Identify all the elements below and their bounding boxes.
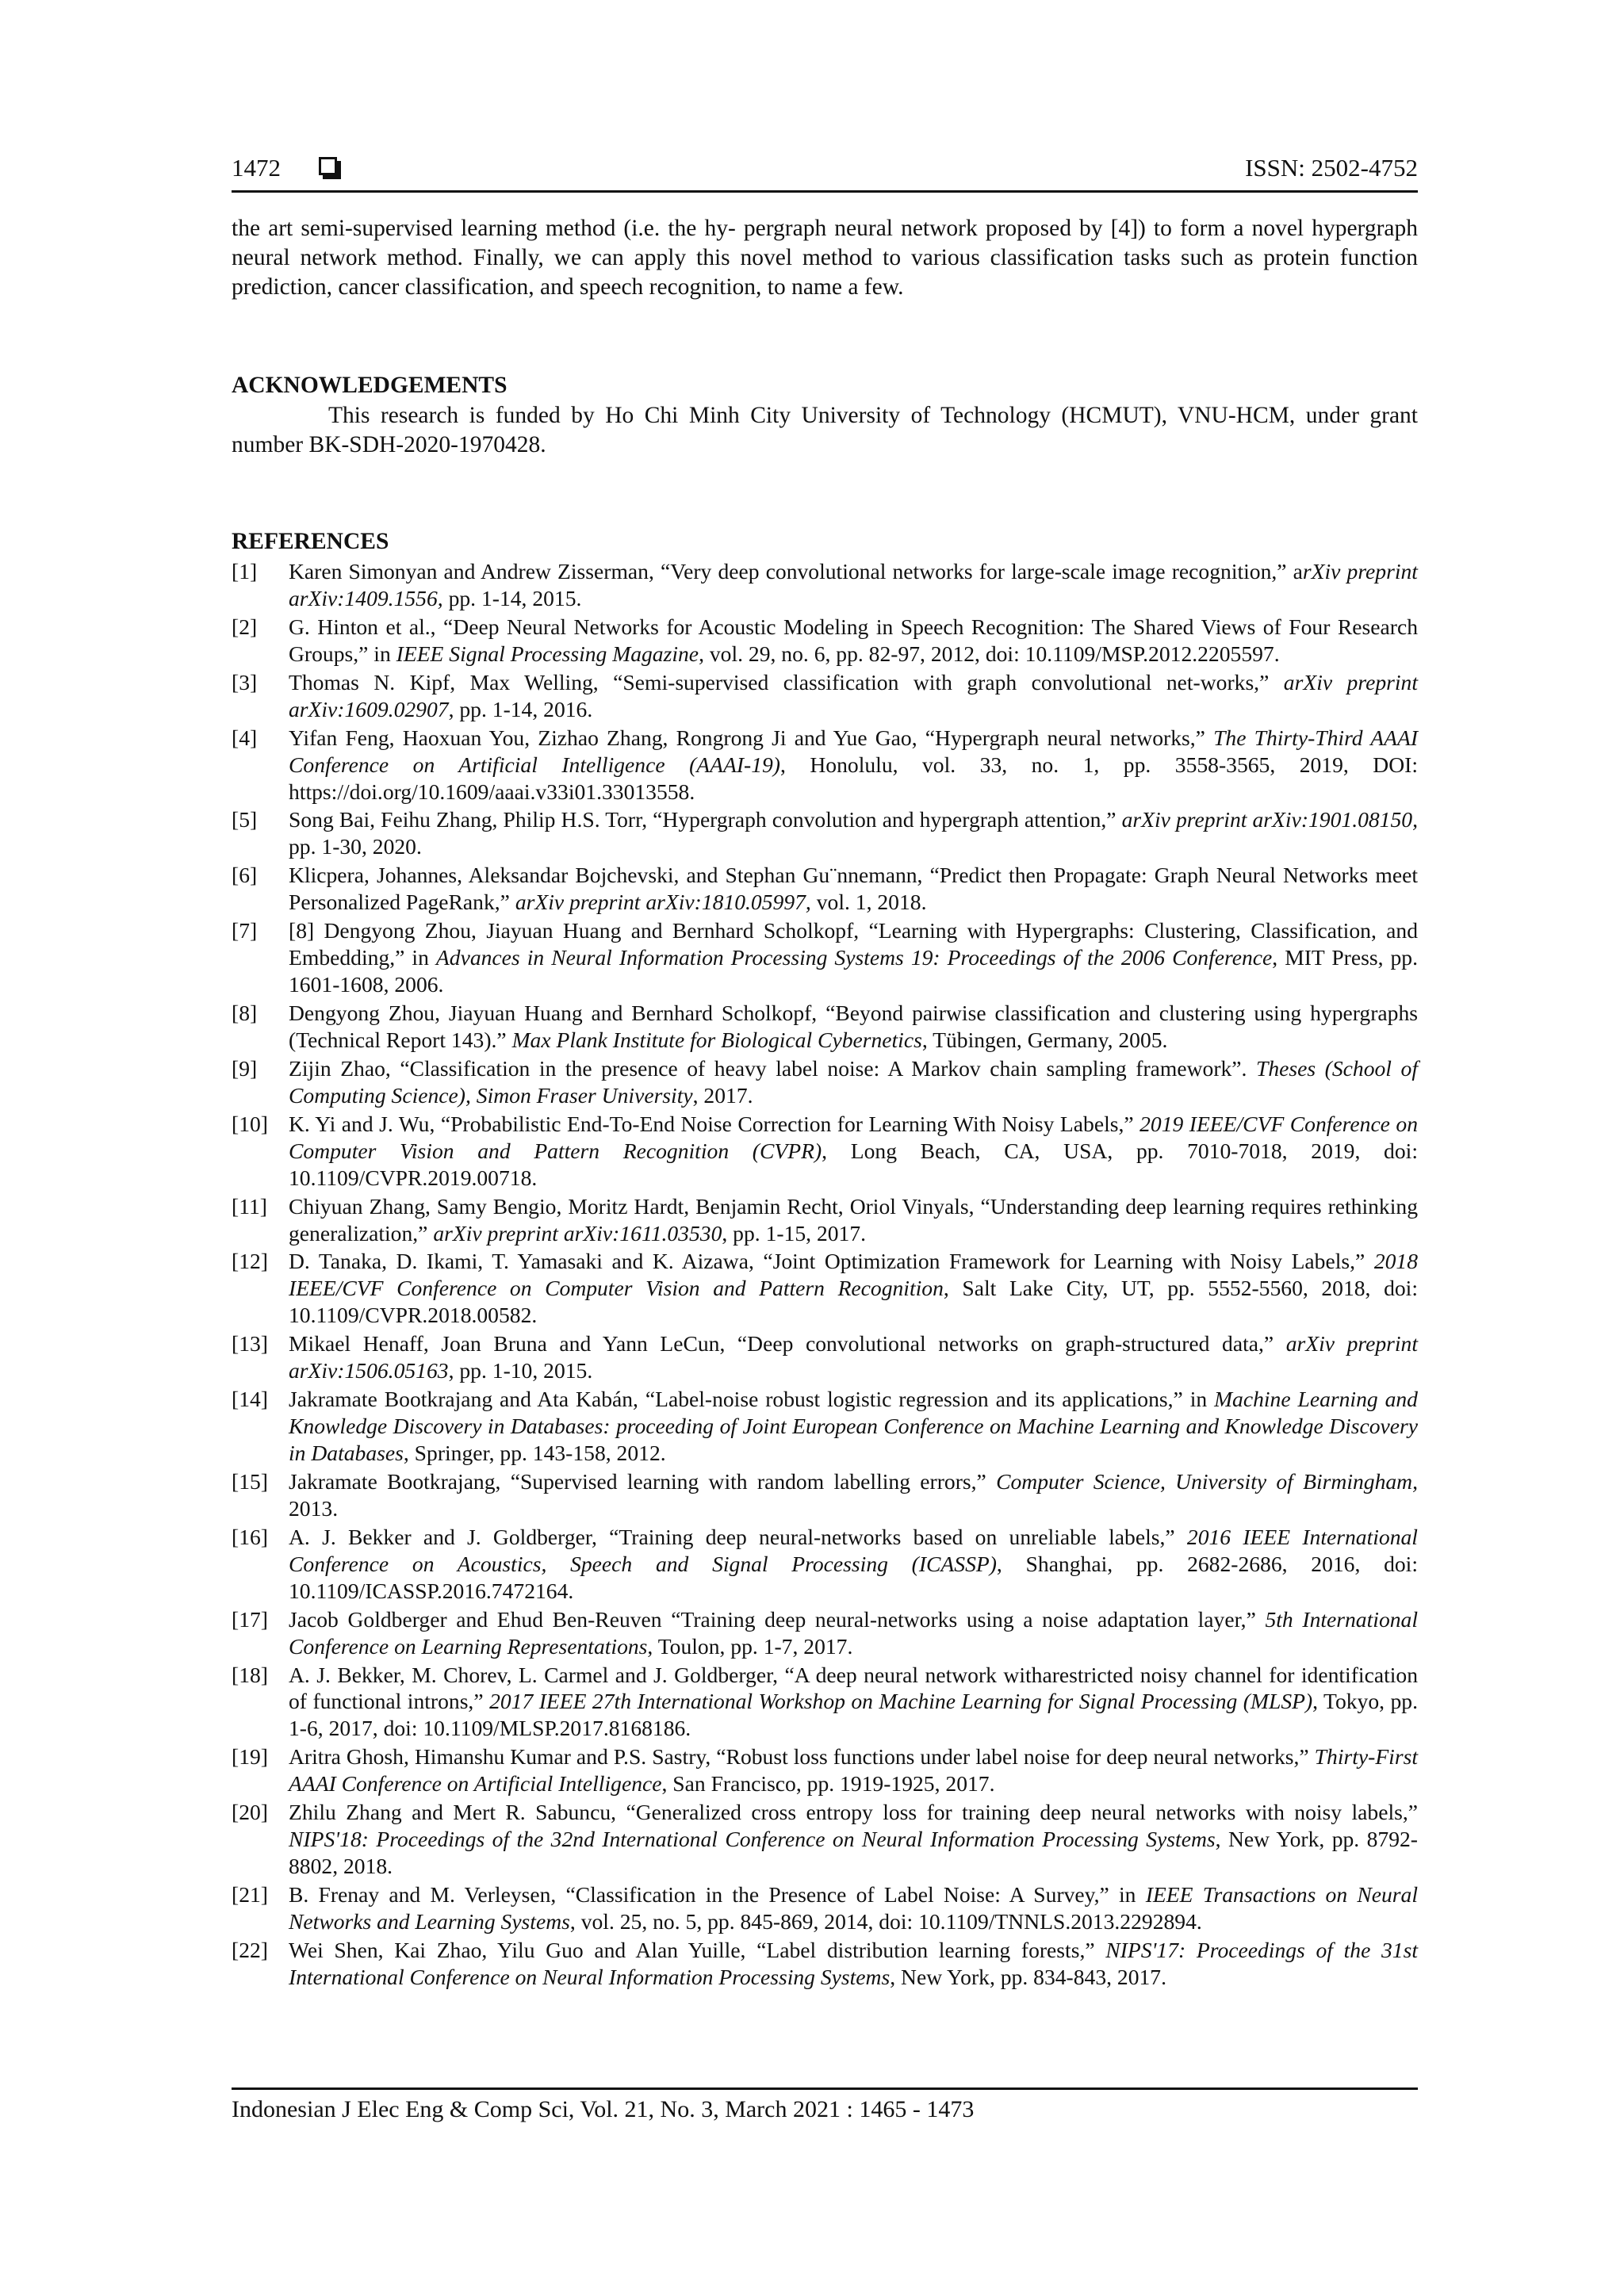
reference-details: vol. 1, 2018. <box>810 890 927 915</box>
journal-footer: Indonesian J Elec Eng & Comp Sci, Vol. 21, No. 3, March 2021 : 1465 - 1473 <box>232 2096 975 2122</box>
reference-source: Advances in Neural Information Processing Systems 19: Proceedings of the 2006 Conference <box>435 945 1273 970</box>
reference-number: [2] <box>232 614 258 639</box>
reference-text: B. Frenay and M. Verleysen, “Classification in the Presence of Label Noise: A Survey,” in <box>289 1882 1146 1907</box>
acknowledgements-text: This research is funded by Ho Chi Minh City University of Technology (HCMUT), VNU-HCM, under grant number BK-SDH-2020-1970428. <box>232 403 1418 458</box>
reference-source: NIPS'17: Proceedings of the 31st International Conference on Neural Information Processing Systems <box>289 1937 1418 1989</box>
checkbox-square-icon <box>319 157 337 175</box>
reference-source: Max Plank Institute for Biological Cybernetics <box>511 1027 922 1052</box>
reference-text: Dengyong Zhou, Jiayuan Huang and Bernhard Scholkopf, “Beyond pairwise classification and clustering using hypergraphs (Technical Report 143).” <box>289 1001 1418 1052</box>
reference-text: Jacob Goldberger and Ehud Ben-Reuven “Training deep neural-networks using a noise adaptation layer,” <box>289 1606 1266 1632</box>
reference-source: arXiv preprint arXiv:1810.05997, <box>515 890 811 915</box>
reference-source: 5th International Conference on Learning Representations <box>289 1606 1418 1659</box>
reference-item <box>232 862 1418 916</box>
reference-number: [7] <box>232 918 258 943</box>
reference-item <box>232 1000 1418 1054</box>
reference-item <box>232 1330 1418 1384</box>
reference-number: [15] <box>232 1468 268 1494</box>
reference-number: [8] <box>232 1001 258 1025</box>
reference-details: , Springer, pp. 143-158, 2012. <box>403 1441 666 1465</box>
header-divider <box>232 190 1418 193</box>
reference-source: 2016 IEEE International Conference on Acoustics, Speech and Signal Processing (ICASSP) <box>289 1524 1418 1576</box>
reference-text: Zhilu Zhang and Mert R. Sabuncu, “Generalized cross entropy loss for training deep neural networks with noisy labels,” <box>289 1800 1418 1825</box>
reference-details: , Tübingen, Germany, 2005. <box>921 1027 1168 1052</box>
reference-source: arXiv preprint arXiv:1901.08150, <box>1121 807 1418 832</box>
reference-item <box>232 1743 1418 1797</box>
reference-item <box>232 1193 1418 1247</box>
reference-source: arXiv preprint arXiv:1609.02907 <box>289 669 1418 721</box>
acknowledgements-heading: ACKNOWLEDGEMENTS <box>232 373 508 398</box>
reference-number: [16] <box>232 1524 268 1549</box>
reference-item <box>232 1881 1418 1935</box>
reference-details: , vol. 29, no. 6, pp. 82-97, 2012, doi: 10.1109/MSP.2012.2205597. <box>699 641 1280 666</box>
reference-text: A. J. Bekker and J. Goldberger, “Training deep neural-networks based on unreliable labels,” <box>289 1524 1187 1549</box>
reference-text: Aritra Ghosh, Himanshu Kumar and P.S. Sastry, “Robust loss functions under label noise for deep neural networks,” <box>289 1744 1315 1770</box>
reference-source: NIPS'18: Proceedings of the 32nd International Conference on Neural Information Processing Systems <box>289 1827 1216 1852</box>
reference-source: arXiv preprint arXiv:1506.05163 <box>289 1331 1418 1383</box>
reference-details: , Tokyo, pp. 1-6, 2017, doi: 10.1109/MLSP.2017.8168186. <box>289 1689 1419 1741</box>
reference-number: [4] <box>232 725 258 750</box>
intro-paragraph: the art semi-supervised learning method (i.e. the hy- pergraph neural network proposed by [4]) to form a novel hypergraph neural network method. Finally, we can apply this novel method to various classification tasks such as protein function prediction, cancer classification, and speech recognition, to name a few. <box>232 216 1418 300</box>
reference-source: arXiv preprint arXiv:1611.03530 <box>433 1220 722 1246</box>
reference-number: [12] <box>232 1249 268 1274</box>
reference-number: [21] <box>232 1882 268 1907</box>
reference-source: The Thirty-Third AAAI Conference on Artificial Intelligence (AAAI-19) <box>289 725 1419 777</box>
reference-number: [17] <box>232 1606 268 1632</box>
reference-source: rXiv preprint arXiv:1409.1556, <box>289 559 1418 610</box>
reference-number: [22] <box>232 1937 268 1962</box>
reference-text: Song Bai, Feihu Zhang, Philip H.S. Torr, “Hypergraph convolution and hypergraph attention,” <box>289 807 1122 832</box>
reference-source: IEEE Transactions on Neural Networks and Learning Systems <box>289 1882 1418 1934</box>
reference-item <box>232 1111 1418 1192</box>
reference-source: 2017 IEEE 27th International Workshop on Machine Learning for Signal Processing (MLSP) <box>489 1689 1313 1714</box>
reference-details: 2013. <box>289 1495 339 1521</box>
reference-text: Chiyuan Zhang, Samy Bengio, Moritz Hardt, Benjamin Recht, Oriol Vinyals, “Understanding deep learning requires rethinking generalization,” <box>289 1193 1418 1246</box>
reference-number: [13] <box>232 1331 268 1357</box>
reference-text: Thomas N. Kipf, Max Welling, “Semi-supervised classification with graph convolutional net-works,” <box>289 669 1284 695</box>
reference-list <box>232 558 1418 1992</box>
reference-number: [18] <box>232 1662 268 1687</box>
reference-text: Mikael Henaff, Joan Bruna and Yann LeCun, “Deep convolutional networks on graph-structured data,” <box>289 1331 1286 1357</box>
reference-item <box>232 1468 1418 1522</box>
reference-number: [14] <box>232 1387 268 1412</box>
reference-details: pp. 1-14, 2015. <box>442 585 582 610</box>
reference-item <box>232 614 1418 668</box>
reference-details: , 2017. <box>692 1082 753 1108</box>
reference-item <box>232 558 1418 612</box>
reference-item <box>232 1799 1418 1880</box>
reference-number: [9] <box>232 1055 258 1081</box>
reference-number: [19] <box>232 1744 268 1770</box>
reference-source: Machine Learning and Knowledge Discovery in Databases: proceeding of Joint European Conference on Machine Learning and Knowledge Discovery in Databases <box>289 1387 1418 1465</box>
reference-details: , pp. 1-14, 2016. <box>448 696 593 721</box>
reference-text: K. Yi and J. Wu, “Probabilistic End-To-End Noise Correction for Learning With Noisy Labels,” <box>289 1111 1140 1136</box>
reference-text: Zijin Zhao, “Classification in the presence of heavy label noise: A Markov chain sampling framework”. <box>289 1055 1257 1081</box>
reference-item <box>232 1055 1418 1109</box>
reference-details: pp. 1-30, 2020. <box>289 834 422 859</box>
reference-text: Karen Simonyan and Andrew Zisserman, “Very deep convolutional networks for large-scale image recognition,” a <box>289 559 1303 584</box>
reference-text: Jakramate Bootkrajang and Ata Kabán, “Label-noise robust logistic regression and its applications,” in <box>289 1387 1215 1412</box>
reference-text: G. Hinton et al., “Deep Neural Networks for Acoustic Modeling in Speech Recognition: The Shared Views of Four Research Groups,” in <box>289 614 1418 666</box>
page-header <box>232 147 1418 187</box>
reference-number: [11] <box>232 1193 267 1219</box>
reference-details: , New York, pp. 834-843, 2017. <box>890 1964 1166 1989</box>
reference-details: , Shanghai, pp. 2682-2686, 2016, doi: 10.1109/ICASSP.2016.7472164. <box>289 1551 1419 1603</box>
reference-item <box>232 917 1418 998</box>
reference-number: [6] <box>232 863 258 888</box>
reference-text: [8] Dengyong Zhou, Jiayuan Huang and Bernhard Scholkopf, “Learning with Hypergraphs: Clustering, Classification, and Embedding,” in <box>289 918 1418 970</box>
reference-text: A. J. Bekker, M. Chorev, L. Carmel and J. Goldberger, “A deep neural network witharestricted noisy channel for identification of functional introns,” <box>289 1662 1418 1714</box>
reference-text: Wei Shen, Kai Zhao, Yilu Guo and Alan Yuille, “Label distribution learning forests,” <box>289 1937 1106 1962</box>
reference-source: 2019 IEEE/CVF Conference on Computer Vision and Pattern Recognition (CVPR) <box>289 1111 1418 1163</box>
reference-number: [1] <box>232 559 258 584</box>
reference-item <box>232 1248 1418 1329</box>
reference-number: [20] <box>232 1800 268 1825</box>
reference-text: Jakramate Bootkrajang, “Supervised learning with random labelling errors,” <box>289 1468 997 1494</box>
issn-label: ISSN: 2502-4752 <box>1245 154 1418 182</box>
reference-text: Klicpera, Johannes, Aleksandar Bojchevski, and Stephan Gu¨nnemann, “Predict then Propagate: Graph Neural Networks meet Personalized PageRank,” <box>289 863 1418 915</box>
reference-text: Yifan Feng, Haoxuan You, Zizhao Zhang, Rongrong Ji and Yue Gao, “Hypergraph neural networks,” <box>289 725 1214 750</box>
reference-number: [3] <box>232 669 258 695</box>
reference-item <box>232 1937 1418 1991</box>
page-number: 1472 <box>232 154 281 182</box>
footer-divider <box>232 2087 1418 2090</box>
reference-source: Thirty-First AAAI Conference on Artificial Intelligence <box>289 1744 1418 1797</box>
reference-text: D. Tanaka, D. Ikami, T. Yamasaki and K. Aizawa, “Joint Optimization Framework for Learning with Noisy Labels,” <box>289 1249 1374 1274</box>
reference-source: Theses (School of Computing Science), Simon Fraser University <box>289 1055 1418 1108</box>
reference-item <box>232 669 1418 723</box>
reference-details: , pp. 1-10, 2015. <box>448 1358 593 1383</box>
reference-details: , MIT Press, pp. 1601-1608, 2006. <box>289 945 1419 997</box>
reference-details: , vol. 25, no. 5, pp. 845-869, 2014, doi: 10.1109/TNNLS.2013.2292894. <box>569 1908 1202 1934</box>
reference-source: 2018 IEEE/CVF Conference on Computer Vision and Pattern Recognition <box>289 1249 1418 1301</box>
reference-details: , pp. 1-15, 2017. <box>722 1220 867 1246</box>
reference-item <box>232 1386 1418 1467</box>
reference-item <box>232 725 1418 806</box>
reference-details: , Salt Lake City, UT, pp. 5552-5560, 2018, doi: 10.1109/CVPR.2018.00582. <box>289 1276 1418 1328</box>
reference-item <box>232 1524 1418 1605</box>
reference-source: Computer Science, University of Birmingham, <box>996 1468 1418 1494</box>
reference-number: [10] <box>232 1111 268 1136</box>
reference-details: , San Francisco, pp. 1919-1925, 2017. <box>661 1771 995 1797</box>
reference-details: , Honolulu, vol. 33, no. 1, pp. 3558-3565, 2019, DOI: https://doi.org/10.1609/aaai.v33i01.33013558. <box>289 752 1418 804</box>
reference-details: , Long Beach, CA, USA, pp. 7010-7018, 2019, doi: 10.1109/CVPR.2019.00718. <box>289 1138 1418 1190</box>
reference-source: IEEE Signal Processing Magazine <box>396 641 699 666</box>
reference-item <box>232 1606 1418 1660</box>
reference-item <box>232 806 1418 860</box>
reference-item <box>232 1662 1418 1743</box>
references-heading: REFERENCES <box>232 529 389 554</box>
reference-details: , New York, pp. 8792-8802, 2018. <box>289 1827 1418 1879</box>
reference-number: [5] <box>232 807 258 832</box>
reference-details: , Toulon, pp. 1-7, 2017. <box>647 1633 853 1659</box>
